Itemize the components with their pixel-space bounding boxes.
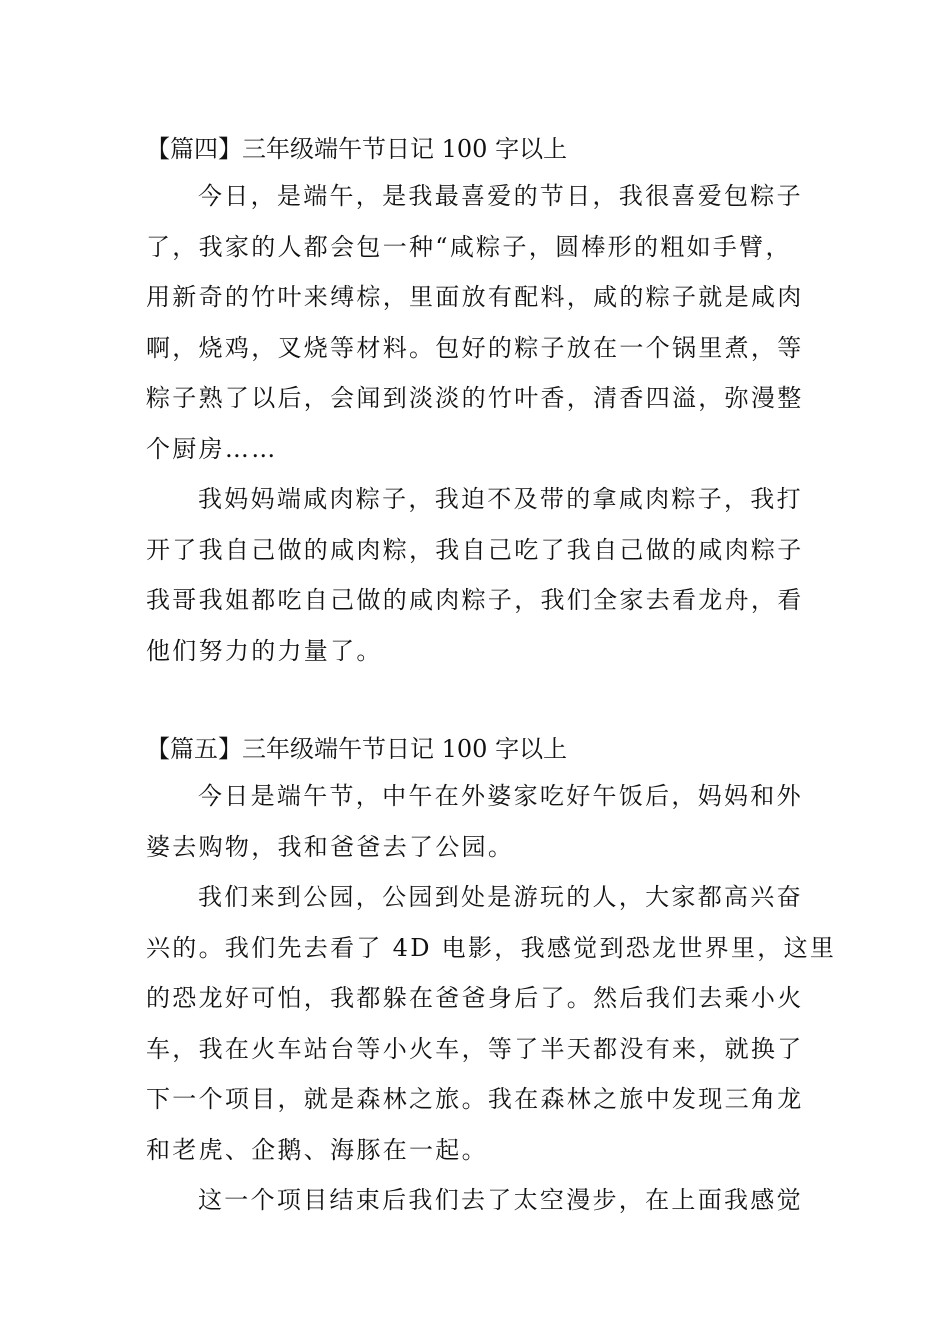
paragraph-line: 和老虎、企鹅、海豚在一起。 (146, 1135, 488, 1164)
paragraph-line: 兴的。我们先去看了 4D 电影，我感觉到恐龙世界里，这里 (146, 933, 837, 962)
paragraph-line: 我哥我姐都吃自己做的咸肉粽子，我们全家去看龙舟，看 (146, 586, 804, 614)
paragraph-line: 今日是端午节，中午在外婆家吃好午饭后，妈妈和外 (198, 782, 803, 810)
paragraph-line: 这一个项目结束后我们去了太空漫步，在上面我感觉 (198, 1186, 803, 1214)
paragraph-line: 他们努力的力量了。 (146, 636, 383, 665)
paragraph-line: 下一个项目，就是森林之旅。我在森林之旅中发现三角龙 (146, 1085, 804, 1113)
paragraph (146, 474, 816, 676)
paragraph-line: 我们来到公园，公园到处是游玩的人，大家都高兴奋 (198, 883, 803, 911)
paragraph (146, 872, 837, 1175)
paragraph-line: 我妈妈端咸肉粽子，我迫不及带的拿咸肉粽子，我打 (198, 485, 803, 513)
paragraph-line: 用新奇的竹叶来缚棕，里面放有配料，咸的粽子就是咸肉 (146, 283, 804, 311)
paragraph-line: 车，我在火车站台等小火车，等了半天都没有来，就换了 (146, 1034, 804, 1063)
paragraph-line: 了，我家的人都会包一种“咸粽子，圆棒形的粗如手臂， (146, 232, 792, 261)
paragraph (146, 771, 816, 872)
section-5 (146, 727, 837, 1226)
paragraph-line: 粽子熟了以后，会闻到淡淡的竹叶香，清香四溢，弥漫整 (146, 384, 804, 412)
paragraph-line: 啊，烧鸡，叉烧等材料。包好的粽子放在一个锅里煮，等 (146, 333, 804, 362)
section-heading: 【篇五】三年级端午节日记 100 字以上 (146, 735, 568, 763)
paragraph-line: 今日，是端午，是我最喜爱的节日，我很喜爱包粽子 (198, 182, 803, 210)
paragraph-line: 开了我自己做的咸肉粽，我自己吃了我自己做的咸肉粽子 (146, 535, 804, 564)
section-heading: 【篇四】三年级端午节日记 100 字以上 (146, 135, 568, 163)
paragraph (146, 1175, 816, 1226)
paragraph (146, 171, 816, 474)
section-4 (146, 127, 816, 676)
paragraph-line: 婆去购物，我和爸爸去了公园。 (146, 832, 515, 861)
paragraph-line: 的恐龙好可怕，我都躲在爸爸身后了。然后我们去乘小火 (146, 984, 804, 1012)
paragraph-line: 个厨房…… (146, 434, 278, 463)
